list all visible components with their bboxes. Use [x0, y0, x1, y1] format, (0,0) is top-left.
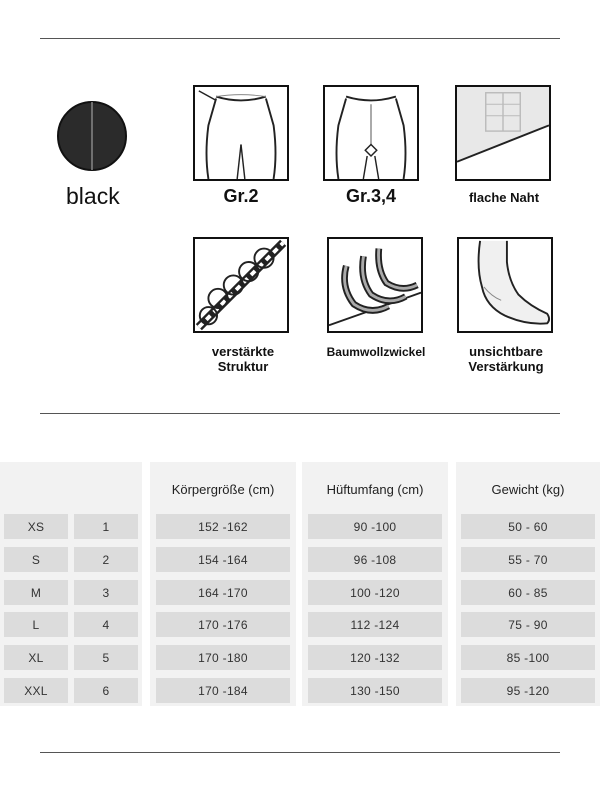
- hip-cell: 100 -120: [308, 580, 442, 605]
- size-number-cell: 6: [74, 678, 138, 703]
- height-cell: 170 -184: [156, 678, 290, 703]
- size-number-cell: 1: [74, 514, 138, 539]
- size-cell: XS: [4, 514, 68, 539]
- feature-label-cotton-gusset: Baumwollzwickel: [326, 345, 426, 359]
- size-number-cell: 5: [74, 645, 138, 670]
- hip-cell: 90 -100: [308, 514, 442, 539]
- hip-cell: 96 -108: [308, 547, 442, 572]
- hip-cell: 130 -150: [308, 678, 442, 703]
- size-cell: XL: [4, 645, 68, 670]
- hip-header: Hüftumfang (cm): [326, 482, 424, 497]
- top-divider: [40, 38, 560, 39]
- feature-label-invisible-reinforcement: unsichtbare Verstärkung: [468, 344, 544, 374]
- weight-cell: 60 - 85: [461, 580, 595, 605]
- height-cell: 170 -180: [156, 645, 290, 670]
- size-number-cell: 3: [74, 580, 138, 605]
- size-cell: XXL: [4, 678, 68, 703]
- weight-cell: 95 -120: [461, 678, 595, 703]
- cotton-gusset-icon: [327, 237, 423, 333]
- feature-label-reinforced-structure: verstärkte Struktur: [211, 344, 275, 374]
- weight-cell: 50 - 60: [461, 514, 595, 539]
- size-cell: S: [4, 547, 68, 572]
- color-label: black: [66, 183, 120, 209]
- invisible-toe-icon: [457, 237, 553, 333]
- middle-divider: [40, 413, 560, 414]
- feature-label-size-2: Gr.2: [223, 186, 259, 206]
- hip-cell: 112 -124: [308, 612, 442, 637]
- weight-cell: 75 - 90: [461, 612, 595, 637]
- size-number-cell: 4: [74, 612, 138, 637]
- flat-seam-icon: [455, 85, 551, 181]
- weight-header: Gewicht (kg): [491, 482, 565, 497]
- reinforced-structure-icon: [193, 237, 289, 333]
- tights-gusset-icon: [323, 85, 419, 181]
- weight-cell: 85 -100: [461, 645, 595, 670]
- tights-waist-icon: [193, 85, 289, 181]
- feature-label-flat-seam: flache Naht: [468, 190, 540, 205]
- height-cell: 152 -162: [156, 514, 290, 539]
- height-cell: 164 -170: [156, 580, 290, 605]
- bottom-divider: [40, 752, 560, 753]
- height-header: Körpergröße (cm): [171, 482, 275, 497]
- size-cell: L: [4, 612, 68, 637]
- black-color-swatch[interactable]: [56, 100, 128, 172]
- height-cell: 170 -176: [156, 612, 290, 637]
- weight-cell: 55 - 70: [461, 547, 595, 572]
- hip-cell: 120 -132: [308, 645, 442, 670]
- size-cell: M: [4, 580, 68, 605]
- feature-label-size-3-4: Gr.3,4: [345, 186, 397, 206]
- height-cell: 154 -164: [156, 547, 290, 572]
- size-number-cell: 2: [74, 547, 138, 572]
